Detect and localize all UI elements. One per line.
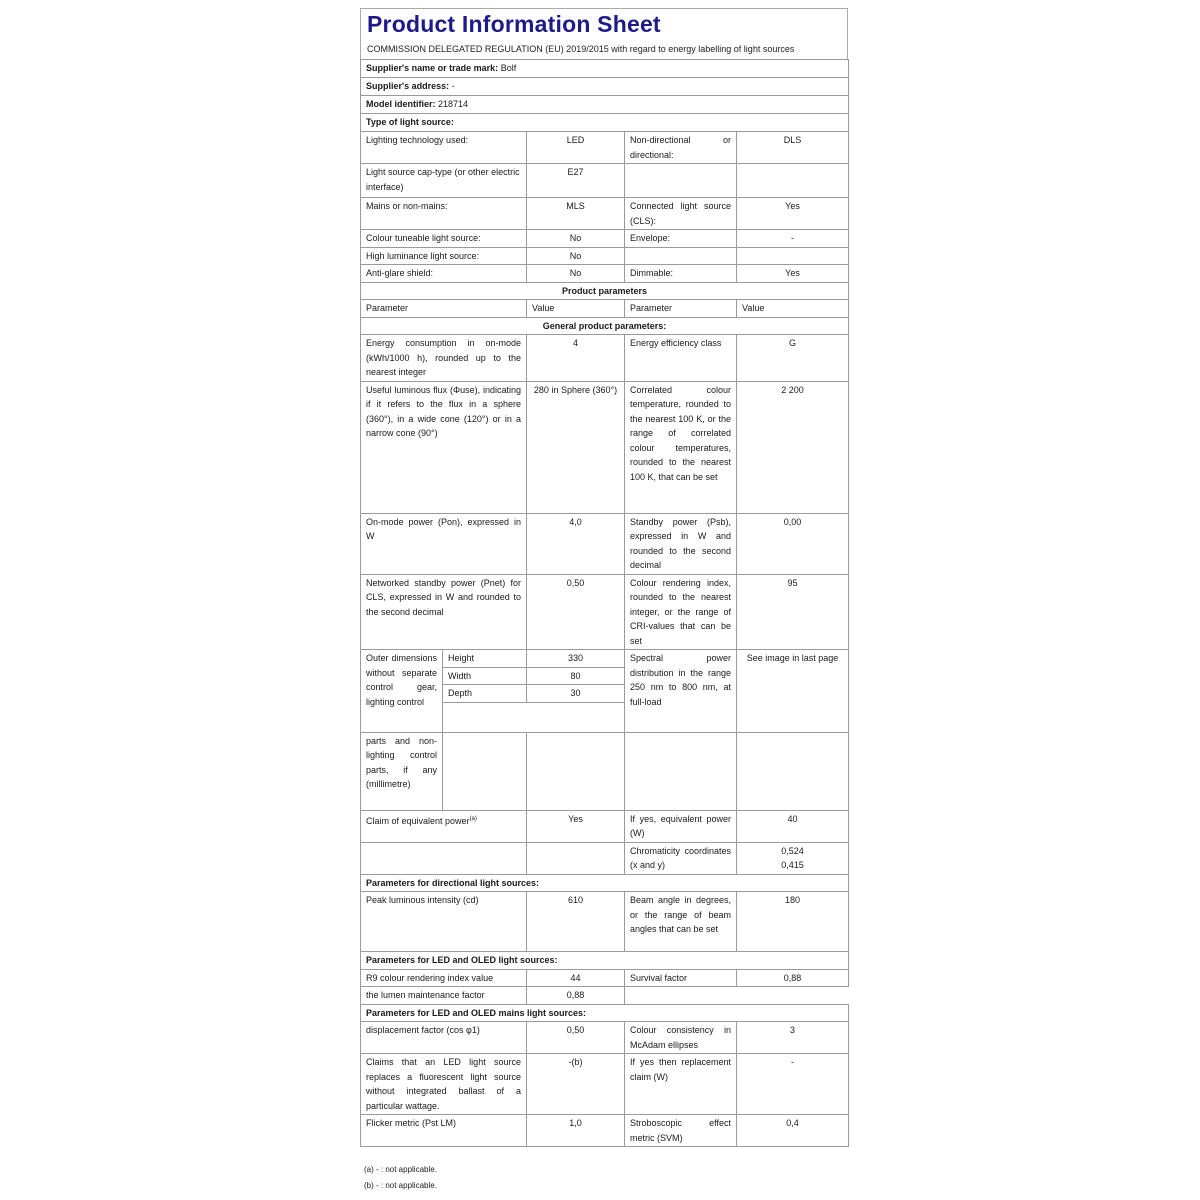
title-block [360, 8, 848, 59]
column-header: Value [737, 300, 849, 318]
table-row [361, 513, 849, 574]
type-label: Light source cap-type (or other electric interface) [361, 164, 527, 198]
empty-cell [361, 842, 527, 874]
supplier-name-value: Bolf [500, 63, 517, 73]
model-value: 218714 [438, 99, 469, 109]
param-value: 0,50 [527, 574, 625, 650]
model-label: Model identifier: [366, 99, 436, 109]
column-header: Parameter [361, 300, 527, 318]
replace-label: If yes then replacement claim (W) [625, 1054, 737, 1115]
type-heading-row [361, 114, 849, 132]
chroma-values [737, 842, 849, 874]
table-row [361, 810, 849, 842]
table-row [361, 335, 849, 382]
disp-label: displacement factor (cos φ1) [361, 1022, 527, 1054]
type-value: Yes [737, 198, 849, 230]
param-value: 2 200 [737, 381, 849, 513]
equiv-footnote-mark: (a) [469, 815, 477, 822]
supplier-name-row [361, 60, 849, 78]
equiv-label: Claim of equivalent power [366, 815, 470, 826]
type-label: Colour tuneable light source: [361, 230, 527, 248]
type-value: No [527, 247, 625, 265]
type-label: Envelope: [625, 230, 737, 248]
param-value: 95 [737, 574, 849, 650]
r9-value: 44 [527, 969, 625, 987]
general-heading-row [361, 317, 849, 335]
survival-value: 0,88 [737, 969, 849, 987]
footnote-b: (b) - : not applicable. [364, 1181, 437, 1190]
regulation-text: COMMISSION DELEGATED REGULATION (EU) 2019/2015 with regard to energy labelling of light sources [367, 44, 795, 54]
height-label: Height [443, 650, 527, 668]
empty-cell [443, 732, 527, 810]
type-value: E27 [527, 164, 625, 198]
equiv-value: Yes [527, 810, 625, 842]
dimensions-row [361, 650, 849, 668]
chroma-y: 0,415 [781, 860, 804, 870]
equiv-power-label: If yes, equivalent power (W) [625, 810, 737, 842]
consistency-label: Colour consistency in McAdam ellipses [625, 1022, 737, 1054]
type-label: Mains or non-mains: [361, 198, 527, 230]
table-row [361, 265, 849, 283]
info-table [360, 59, 849, 1147]
type-value: DLS [737, 132, 849, 164]
empty-cell [527, 732, 625, 810]
claims-label: Claims that an LED light source replaces a fluorescent light source without integrated ballast of a particular wattage. [361, 1054, 527, 1115]
model-row [361, 96, 849, 114]
table-row [361, 230, 849, 248]
type-value [737, 164, 849, 198]
equiv-label-cell [361, 810, 527, 842]
param-value: G [737, 335, 849, 382]
table-row [361, 381, 849, 513]
table-row [361, 987, 849, 1005]
spd-value: See image in last page [737, 650, 849, 733]
footnote-a: (a) - : not applicable. [364, 1165, 437, 1174]
table-row [361, 892, 849, 952]
table-row [361, 164, 849, 198]
led-heading-row [361, 952, 849, 970]
column-header: Value [527, 300, 625, 318]
general-heading: General product parameters: [361, 317, 849, 335]
type-value [737, 247, 849, 265]
empty-cell [625, 732, 737, 810]
mains-heading-row [361, 1004, 849, 1022]
dimensions-continued-row [361, 732, 849, 810]
mains-heading: Parameters for LED and OLED mains light sources: [361, 1004, 849, 1022]
lumen-value: 0,88 [527, 987, 625, 1005]
param-label: Energy efficiency class [625, 335, 737, 382]
height-value: 330 [527, 650, 625, 668]
dimensions-label-continued: parts and non-lighting control parts, if any (millimetre) [361, 732, 443, 810]
supplier-address-label: Supplier's address: [366, 81, 450, 91]
equiv-power-value: 40 [737, 810, 849, 842]
disp-value: 0,50 [527, 1022, 625, 1054]
table-row [361, 198, 849, 230]
param-label: On-mode power (Pon), expressed in W [361, 513, 527, 574]
table-row [361, 1022, 849, 1054]
depth-value: 30 [527, 685, 625, 703]
type-label: Lighting technology used: [361, 132, 527, 164]
flicker-label: Flicker metric (Pst LM) [361, 1115, 527, 1147]
page-title: Product Information Sheet [367, 11, 661, 37]
param-label: Energy consumption in on-mode (kWh/1000 h), rounded up to the nearest integer [361, 335, 527, 382]
param-value: 4,0 [527, 513, 625, 574]
type-label [625, 247, 737, 265]
param-value: 4 [527, 335, 625, 382]
dimensions-label: Outer dimensions without separate control gear, lighting control [361, 650, 443, 733]
flicker-value: 1,0 [527, 1115, 625, 1147]
param-value: 280 in Sphere (360°) [527, 381, 625, 513]
table-row [361, 1115, 849, 1147]
beam-label: Beam angle in degrees, or the range of beam angles that can be set [625, 892, 737, 952]
claims-value: -(b) [527, 1054, 625, 1115]
param-label: Useful luminous flux (Φuse), indicating if it refers to the flux in a sphere (360°), in a wide cone (120°) or in a narrow cone (90°) [361, 381, 527, 513]
type-label: Dimmable: [625, 265, 737, 283]
strobo-label: Stroboscopic effect metric (SVM) [625, 1115, 737, 1147]
lumen-label: the lumen maintenance factor [361, 987, 527, 1005]
type-value: No [527, 265, 625, 283]
type-value: LED [527, 132, 625, 164]
beam-value: 180 [737, 892, 849, 952]
chroma-x: 0,524 [781, 845, 804, 856]
depth-label: Depth [443, 685, 527, 703]
empty-cell [527, 842, 625, 874]
r9-label: R9 colour rendering index value [361, 969, 527, 987]
supplier-address-row [361, 78, 849, 96]
supplier-address-value: - [451, 81, 455, 91]
table-row [361, 574, 849, 650]
directional-heading-row [361, 874, 849, 892]
led-heading: Parameters for LED and OLED light sources: [361, 952, 849, 970]
type-value: No [527, 230, 625, 248]
dimensions-spacer [443, 702, 625, 732]
type-label [625, 164, 737, 198]
type-heading: Type of light source: [361, 114, 849, 132]
column-header-row [361, 300, 849, 318]
table-row [361, 1054, 849, 1115]
product-params-heading: Product parameters [361, 282, 849, 300]
footnotes [364, 1162, 437, 1194]
table-row [361, 132, 849, 164]
width-value: 80 [527, 667, 625, 685]
table-row [361, 842, 849, 874]
peak-value: 610 [527, 892, 625, 952]
param-label: Correlated colour temperature, rounded to the nearest 100 K, or the range of correlated colour temperatures, rounded to the nearest 100 K, that can be set [625, 381, 737, 513]
type-value: Yes [737, 265, 849, 283]
type-value: - [737, 230, 849, 248]
column-header: Parameter [625, 300, 737, 318]
table-row [361, 247, 849, 265]
survival-label: Survival factor [625, 969, 737, 987]
type-value: MLS [527, 198, 625, 230]
type-label: High luminance light source: [361, 247, 527, 265]
product-information-sheet [360, 8, 848, 1147]
strobo-value: 0,4 [737, 1115, 849, 1147]
type-label: Non-directional or directional: [625, 132, 737, 164]
supplier-name-label: Supplier's name or trade mark: [366, 63, 499, 73]
consistency-value: 3 [737, 1022, 849, 1054]
param-value: 0,00 [737, 513, 849, 574]
replace-value: - [737, 1054, 849, 1115]
param-label: Standby power (Psb), expressed in W and rounded to the second decimal [625, 513, 737, 574]
empty-cell [625, 987, 849, 1005]
param-label: Colour rendering index, rounded to the nearest integer, or the range of CRI-values that can be set [625, 574, 737, 650]
spd-label: Spectral power distribution in the range 250 nm to 800 nm, at full-load [625, 650, 737, 733]
table-row [361, 969, 849, 987]
chroma-label: Chromaticity coordinates (x and y) [625, 842, 737, 874]
product-params-heading-row [361, 282, 849, 300]
type-label: Anti-glare shield: [361, 265, 527, 283]
param-label: Networked standby power (Pnet) for CLS, expressed in W and rounded to the second decimal [361, 574, 527, 650]
empty-cell [737, 732, 849, 810]
peak-label: Peak luminous intensity (cd) [361, 892, 527, 952]
width-label: Width [443, 667, 527, 685]
directional-heading: Parameters for directional light sources: [361, 874, 849, 892]
type-label: Connected light source (CLS): [625, 198, 737, 230]
